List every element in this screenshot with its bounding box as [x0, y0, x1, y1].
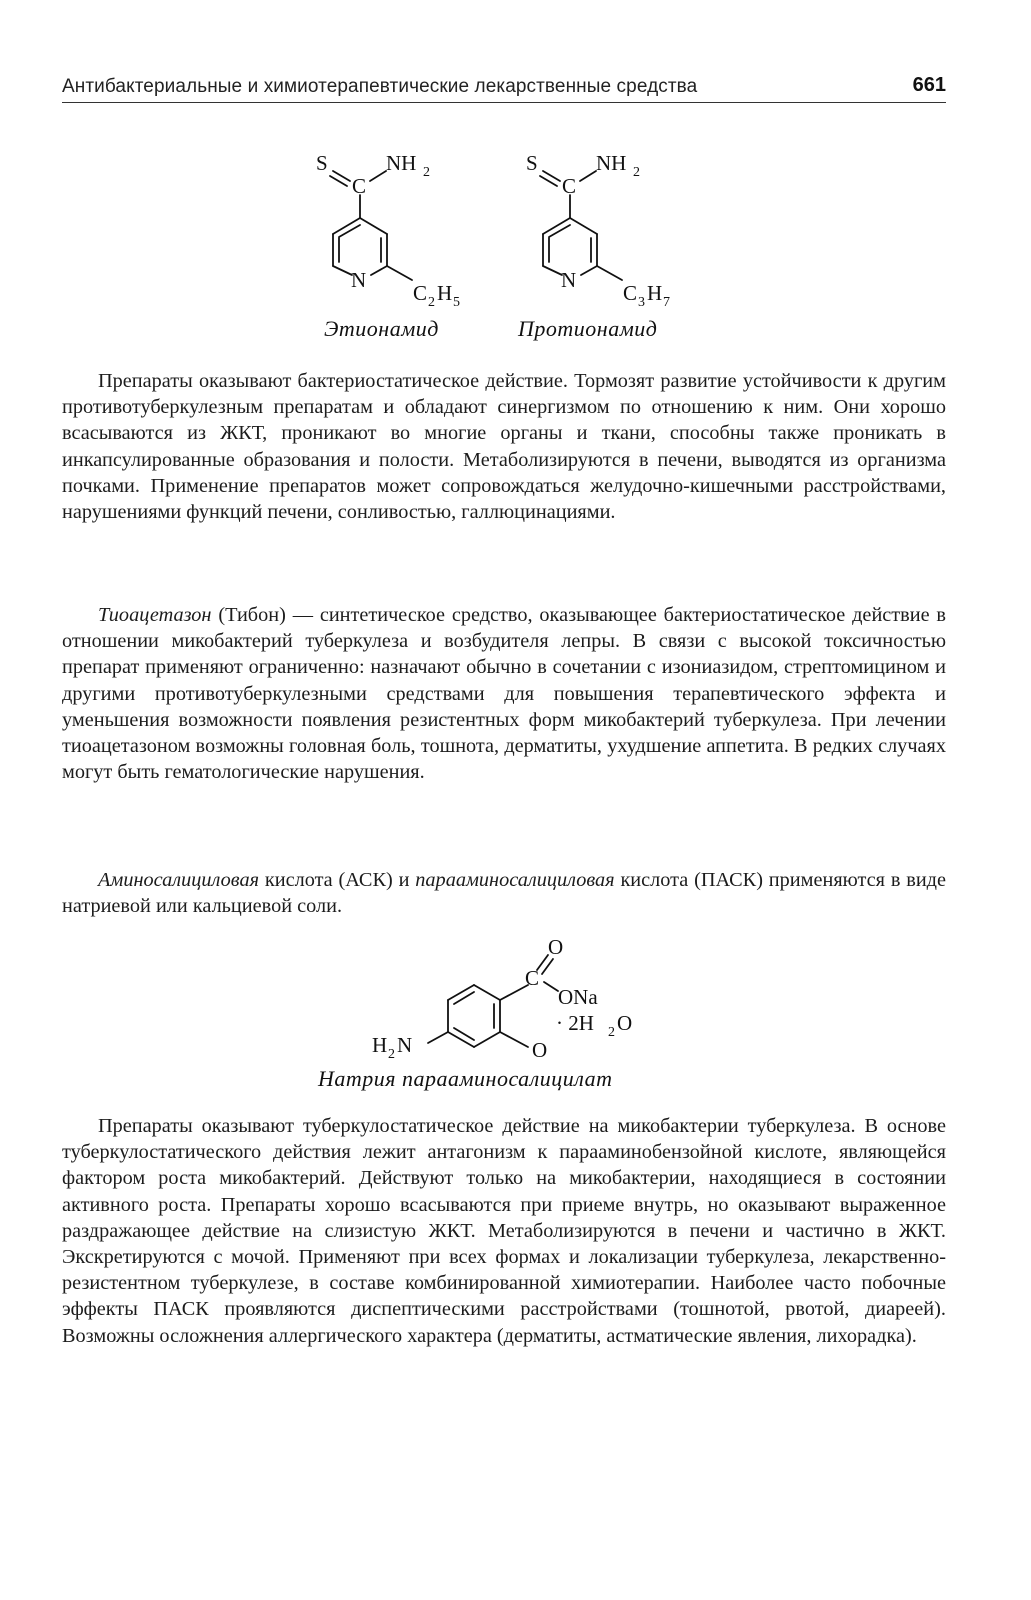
running-header — [62, 72, 946, 103]
pas-atom-n: N — [397, 1033, 413, 1057]
protionamide-atom-nh-subscript: 2 — [633, 165, 640, 180]
paragraph-3-text: кислота (ПАСК) применяются в виде натриевой или кальциевой соли. — [62, 869, 946, 918]
ethionamide-structure — [300, 140, 500, 310]
pas-sodium-structure — [360, 930, 680, 1065]
ethionamide-substituent-h: H — [437, 281, 453, 305]
paragraph-4-text: Препараты оказывают туберкулостатическое действие на микобактерии туберкулеза. В основе туберкулостатического действия лежит антагонизм к парааминобензойной кислоте, являющейся фактором роста микобактерий. Действуют только на микобактерии, находящиеся в состоянии активного роста. Препараты хорошо всасываются при приеме внутрь, но оказывают выраженное раздражающее действие на слизистую ЖКТ. Метаболизируются в печени и частично в ЖКТ. Экскретируются с мочой. Применяют при всех формах и локализации туберкулеза, лекарственно-резистентном туберкулезе, в составе комбинированной химиотерапии. Наиболее часто побочные эффекты ПАСК проявляются диспептическими расстройствами (тошнотой, рвотой, диареей). Возможны осложнения аллергического характера (дерматиты, астматические явления, лихорадка). — [62, 1115, 946, 1347]
protionamide-substituent-c: C — [623, 281, 638, 305]
protionamide-caption: Протионамид — [518, 316, 658, 341]
ethionamide-caption: Этионамид — [324, 316, 439, 341]
protionamide-atom-c: C — [562, 174, 577, 198]
pas-atom-c: C — [525, 966, 540, 990]
ethionamide-atom-nh: NH — [386, 151, 417, 175]
pas-sodium-structure-drawing — [360, 930, 680, 1065]
protionamide-substituent-h: H — [647, 281, 663, 305]
ethionamide-substituent-h-subscript: 5 — [453, 295, 460, 310]
ethionamide-atom-n: N — [351, 268, 367, 292]
paragraph-1 — [62, 368, 946, 525]
protionamide-structure-drawing — [510, 140, 710, 310]
pas-atom-h-subscript: 2 — [388, 1047, 395, 1062]
pas-hydrate-o: O — [617, 1011, 633, 1035]
ethionamide-structure-drawing — [300, 140, 500, 310]
page-number: 661 — [912, 74, 946, 96]
paragraph-3-mid: кислота (АСК) и — [259, 869, 416, 891]
paragraph-1-text: Препараты оказывают бактериостатическое действие. Тормозят развитие устойчивости к другим противотуберкулезным препаратам и обладают синергизмом по отношению к ним. Они хорошо всасываются из ЖКТ, проникают во многие органы и ткани, способны также проникать в инкапсулированные образования и полости. Метаболизируются в печени, выводятся из организма почками. Применение препаратов может сопровождаться желудочно-кишечными расстройствами, нарушениями функций печени, сонливостью, галлюцинациями. — [62, 370, 946, 524]
ethionamide-atom-nh-subscript: 2 — [423, 165, 430, 180]
ethionamide-atom-c: C — [352, 174, 367, 198]
paragraph-2-text: (Тибон) — синтетическое средство, оказывающее бактериостатическое действие в отношении микобактерий туберкулеза и возбудителя лепры. В связи с высокой токсичностью препарат применяют ограниченно: назначают обычно в сочетании с изониазидом, стрептомицином и другими противотуберкулезными средствами для повышения терапевтического эффекта и уменьшения возможности появления резистентных форм микобактерий туберкулеза. При лечении тиоацетазоном возможны головная боль, тошнота, дерматиты, ухудшение аппетита. В редких случаях могут быть гематологические нарушения. — [62, 604, 946, 784]
paragraph-2 — [62, 602, 946, 785]
protionamide-substituent-c-subscript: 3 — [638, 295, 645, 310]
pas-sodium-caption: Натрия парааминосалицилат — [318, 1066, 613, 1091]
thioacetazone-term: Тиоацетазон — [98, 604, 212, 626]
running-header-title: Антибактериальные и химиотерапевтические лекарственные средства — [62, 76, 698, 97]
pas-atom-o-bottom: O — [532, 1038, 548, 1062]
pas-atom-h: H — [372, 1033, 388, 1057]
pas-hydrate-subscript: 2 — [608, 1025, 615, 1040]
ethionamide-substituent-c: C — [413, 281, 428, 305]
ethionamide-substituent-c-subscript: 2 — [428, 295, 435, 310]
paragraph-3 — [62, 867, 946, 919]
pas-hydrate: · 2H — [556, 1011, 594, 1035]
pas-atom-ona: ONa — [558, 985, 598, 1009]
aminosalicylic-term: Аминосалициловая — [98, 869, 260, 891]
protionamide-substituent-h-subscript: 7 — [663, 295, 670, 310]
ethionamide-atom-s: S — [316, 151, 328, 175]
protionamide-structure — [510, 140, 710, 310]
protionamide-atom-s: S — [526, 151, 538, 175]
paraaminosalicylic-term: парааминосалициловая — [415, 869, 615, 891]
protionamide-atom-n: N — [561, 268, 577, 292]
pas-atom-o-top: O — [548, 935, 564, 959]
paragraph-4 — [62, 1113, 946, 1349]
protionamide-atom-nh: NH — [596, 151, 627, 175]
